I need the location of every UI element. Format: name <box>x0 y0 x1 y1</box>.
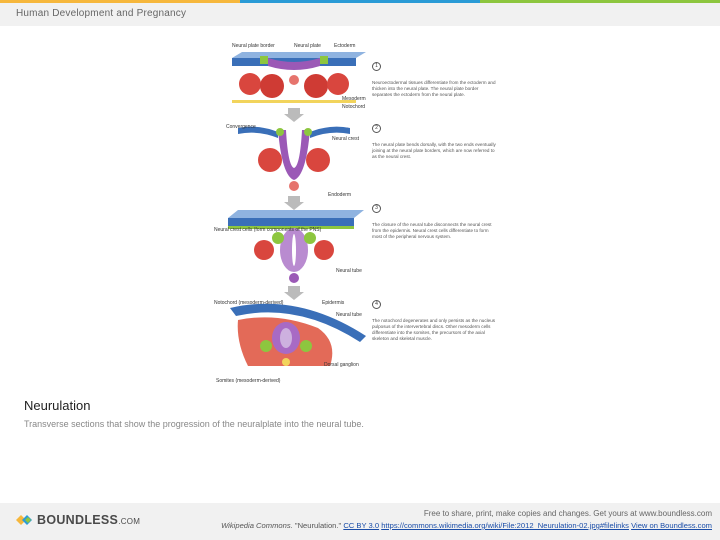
label-ectoderm: Ectoderm <box>334 43 356 49</box>
step-number-badge: 1 <box>372 62 381 71</box>
logo-wordmark: BOUNDLESS.COM <box>37 513 141 527</box>
label-neural-tube-2: Neural tube <box>336 312 362 318</box>
label-epidermis: Epidermis <box>322 300 345 306</box>
boundless-logo[interactable] <box>16 513 140 527</box>
label-somites: Somites (mesoderm-derived) <box>216 378 281 384</box>
footer-attribution <box>221 521 712 530</box>
label-neural-tube: Neural tube <box>336 268 362 274</box>
footer-license-text: Free to share, print, make copies and changes. Get yours at www.boundless.com <box>423 509 712 518</box>
label-dorsal-ganglion: Dorsal ganglion <box>324 362 359 368</box>
source-url-link[interactable]: https://commons.wikimedia.org/wiki/File:2012_Neurulation-02.jpg#filelinks <box>381 521 629 530</box>
step-2-callout <box>372 124 508 163</box>
boundless-logo-icon <box>16 513 34 527</box>
label-neural-crest: Neural crest <box>332 136 359 142</box>
caption-title: Neurulation <box>24 398 91 413</box>
step-number-badge: 2 <box>372 124 381 133</box>
step-text: The notochord degenerates and only persists as the nucleus pulposus of the intervertebral discs. Other mesoderm cells differentiate into the somites, the precursors of the axial skeleton and skeletal muscle. <box>372 318 496 341</box>
attribution-title: "Neurulation." <box>292 521 344 530</box>
top-accent-stripe <box>0 0 720 3</box>
attribution-source: Wikipedia Commons. <box>221 521 293 530</box>
step-text: The closure of the neural tube disconnects the neural crest from the epidermis. Neural crest cells differentiate to form most of the peripheral nervous system. <box>372 222 492 239</box>
step-text: The neural plate bends dorsally, with the two ends eventually joining at the neural plate borders, which are now referred to as the neural crest. <box>372 142 496 159</box>
figure-labels <box>200 36 400 386</box>
step-3-callout <box>372 204 508 243</box>
label-notochord: Notochord <box>342 104 366 110</box>
step-text: Neuroectodermal tissues differentiate from the ectoderm and thicken into the neural plate. The neural plate border separates the ectoderm from the neural plate. <box>372 80 496 97</box>
view-on-boundless-link[interactable]: View on Boundless.com <box>631 521 712 530</box>
top-bar <box>0 0 720 26</box>
license-link[interactable]: CC BY 3.0 <box>343 521 380 530</box>
step-1-callout <box>372 62 508 101</box>
label-mesoderm: Mesoderm <box>342 96 366 102</box>
label-neural-crest-cells: Neural crest cells (form components of the PNS) <box>214 227 322 233</box>
label-convergence: Convergence <box>226 124 256 130</box>
page-header-title: Human Development and Pregnancy <box>16 8 187 19</box>
caption-text: Transverse sections that show the progression of the neuralplate into the neural tube. <box>24 419 364 429</box>
label-neural-plate: Neural plate <box>294 43 321 49</box>
step-number-badge: 3 <box>372 204 381 213</box>
label-notochord-mesoderm: Notochord (mesoderm-derived) <box>214 300 284 306</box>
label-neural-plate-border: Neural plate border <box>232 43 275 49</box>
step-number-badge: 4 <box>372 300 381 309</box>
step-4-callout <box>372 300 508 345</box>
label-endoderm: Endoderm <box>328 192 352 198</box>
